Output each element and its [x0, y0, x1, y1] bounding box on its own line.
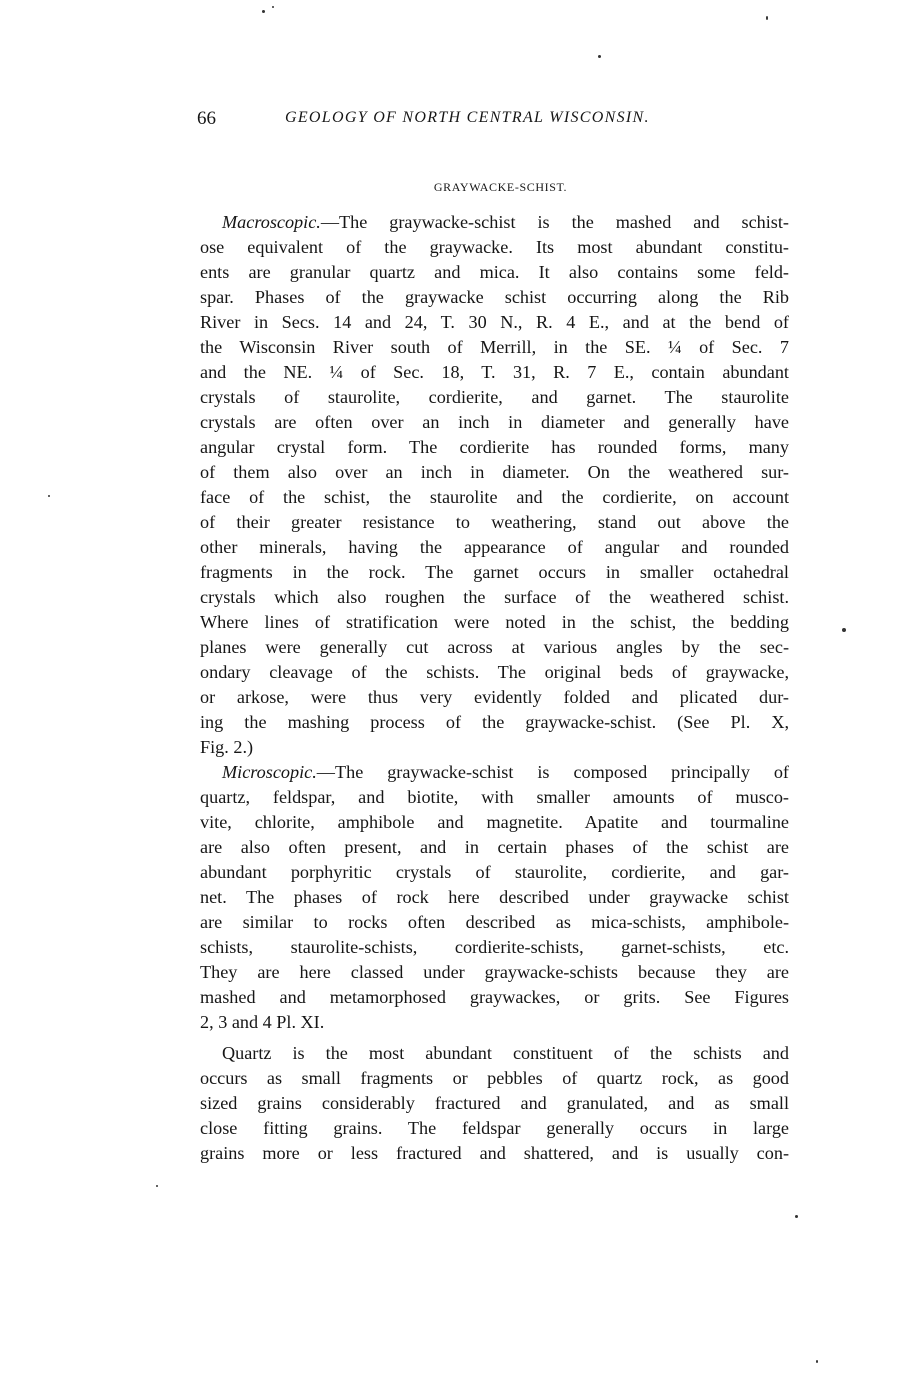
text-line: ose equivalent of the graywacke. Its most abundant constitu-	[200, 237, 789, 257]
paragraph-macroscopic	[200, 210, 789, 760]
line-text: —The graywacke-schist is composed principally of	[316, 762, 789, 782]
running-title: GEOLOGY OF NORTH CENTRAL WISCONSIN.	[285, 109, 650, 126]
text-line: of them also over an inch in diameter. On the weathered sur-	[200, 462, 789, 482]
text-line: 2, 3 and 4 Pl. XI.	[200, 1012, 325, 1032]
section-heading-text: GRAYWACKE-SCHIST.	[433, 180, 568, 194]
scan-speck	[795, 1215, 798, 1218]
scan-speck	[842, 628, 846, 632]
text-line: face of the schist, the staurolite and the cordierite, on account	[200, 487, 789, 507]
text-line: net. The phases of rock here described under graywacke schist	[200, 887, 789, 907]
section-heading	[200, 180, 789, 195]
text-line: are similar to rocks often described as mica-schists, amphibole-	[200, 912, 789, 932]
text-line: crystals are often over an inch in diameter and generally have	[200, 412, 789, 432]
text-line: are also often present, and in certain phases of the schist are	[200, 837, 789, 857]
text-line: crystals which also roughen the surface of the weathered schist.	[200, 587, 789, 607]
text-line: of their greater resistance to weathering, stand out above the	[200, 512, 789, 532]
text-line: spar. Phases of the graywacke schist occurring along the Rib	[200, 287, 789, 307]
text-line: abundant porphyritic crystals of staurolite, cordierite, and gar-	[200, 862, 789, 882]
paragraph-lead: Macroscopic.	[222, 212, 321, 232]
line-text: —The graywacke-schist is the mashed and schist-	[320, 212, 789, 232]
scan-speck	[272, 6, 274, 8]
running-head	[197, 108, 797, 132]
text-line: schists, staurolite-schists, cordierite-schists, garnet-schists, etc.	[200, 937, 789, 957]
text-line: vite, chlorite, amphibole and magnetite. Apatite and tourmaline	[200, 812, 789, 832]
text-line: sized grains considerably fractured and granulated, and as small	[200, 1093, 789, 1113]
text-line: planes were generally cut across at various angles by the sec-	[200, 637, 789, 657]
text-line: angular crystal form. The cordierite has rounded forms, many	[200, 437, 789, 457]
text-line: ents are granular quartz and mica. It also contains some feld-	[200, 262, 789, 282]
paragraph-quartz	[200, 1041, 789, 1166]
text-line: fragments in the rock. The garnet occurs in smaller octahedral	[200, 562, 789, 582]
text-line: close fitting grains. The feldspar generally occurs in large	[200, 1118, 789, 1138]
text-line: crystals of staurolite, cordierite, and garnet. The staurolite	[200, 387, 789, 407]
scan-speck	[262, 10, 265, 13]
text-line: other minerals, having the appearance of angular and rounded	[200, 537, 789, 557]
scan-speck	[766, 16, 768, 20]
scan-speck	[48, 495, 50, 497]
text-line: or arkose, were thus very evidently folded and plicated dur-	[200, 687, 789, 707]
text-line: ing the mashing process of the graywacke-schist. (See Pl. X,	[200, 712, 789, 732]
text-line: grains more or less fractured and shattered, and is usually con-	[200, 1143, 789, 1163]
body-text	[200, 210, 789, 1166]
scan-speck	[598, 55, 601, 58]
scan-speck	[156, 1185, 158, 1187]
text-line: mashed and metamorphosed graywackes, or grits. See Figures	[200, 987, 789, 1007]
paragraph-microscopic	[200, 760, 789, 1035]
text-line: quartz, feldspar, and biotite, with smaller amounts of musco-	[200, 787, 789, 807]
text-line: ondary cleavage of the schists. The original beds of graywacke,	[200, 662, 789, 682]
page-number: 66	[197, 108, 216, 129]
paragraph-lead: Microscopic.	[222, 762, 317, 782]
text-line: Quartz is the most abundant constituent of the schists and	[222, 1043, 789, 1063]
text-line	[200, 210, 789, 235]
text-line: Where lines of stratification were noted in the schist, the bedding	[200, 612, 789, 632]
scan-speck	[816, 1360, 818, 1363]
text-line: the Wisconsin River south of Merrill, in the SE. ¼ of Sec. 7	[200, 337, 789, 357]
text-line	[200, 760, 789, 785]
text-line: and the NE. ¼ of Sec. 18, T. 31, R. 7 E., contain abundant	[200, 362, 789, 382]
text-line: They are here classed under graywacke-schists because they are	[200, 962, 789, 982]
text-line: occurs as small fragments or pebbles of quartz rock, as good	[200, 1068, 789, 1088]
text-line: River in Secs. 14 and 24, T. 30 N., R. 4 E., and at the bend of	[200, 312, 789, 332]
text-line: Fig. 2.)	[200, 737, 254, 757]
